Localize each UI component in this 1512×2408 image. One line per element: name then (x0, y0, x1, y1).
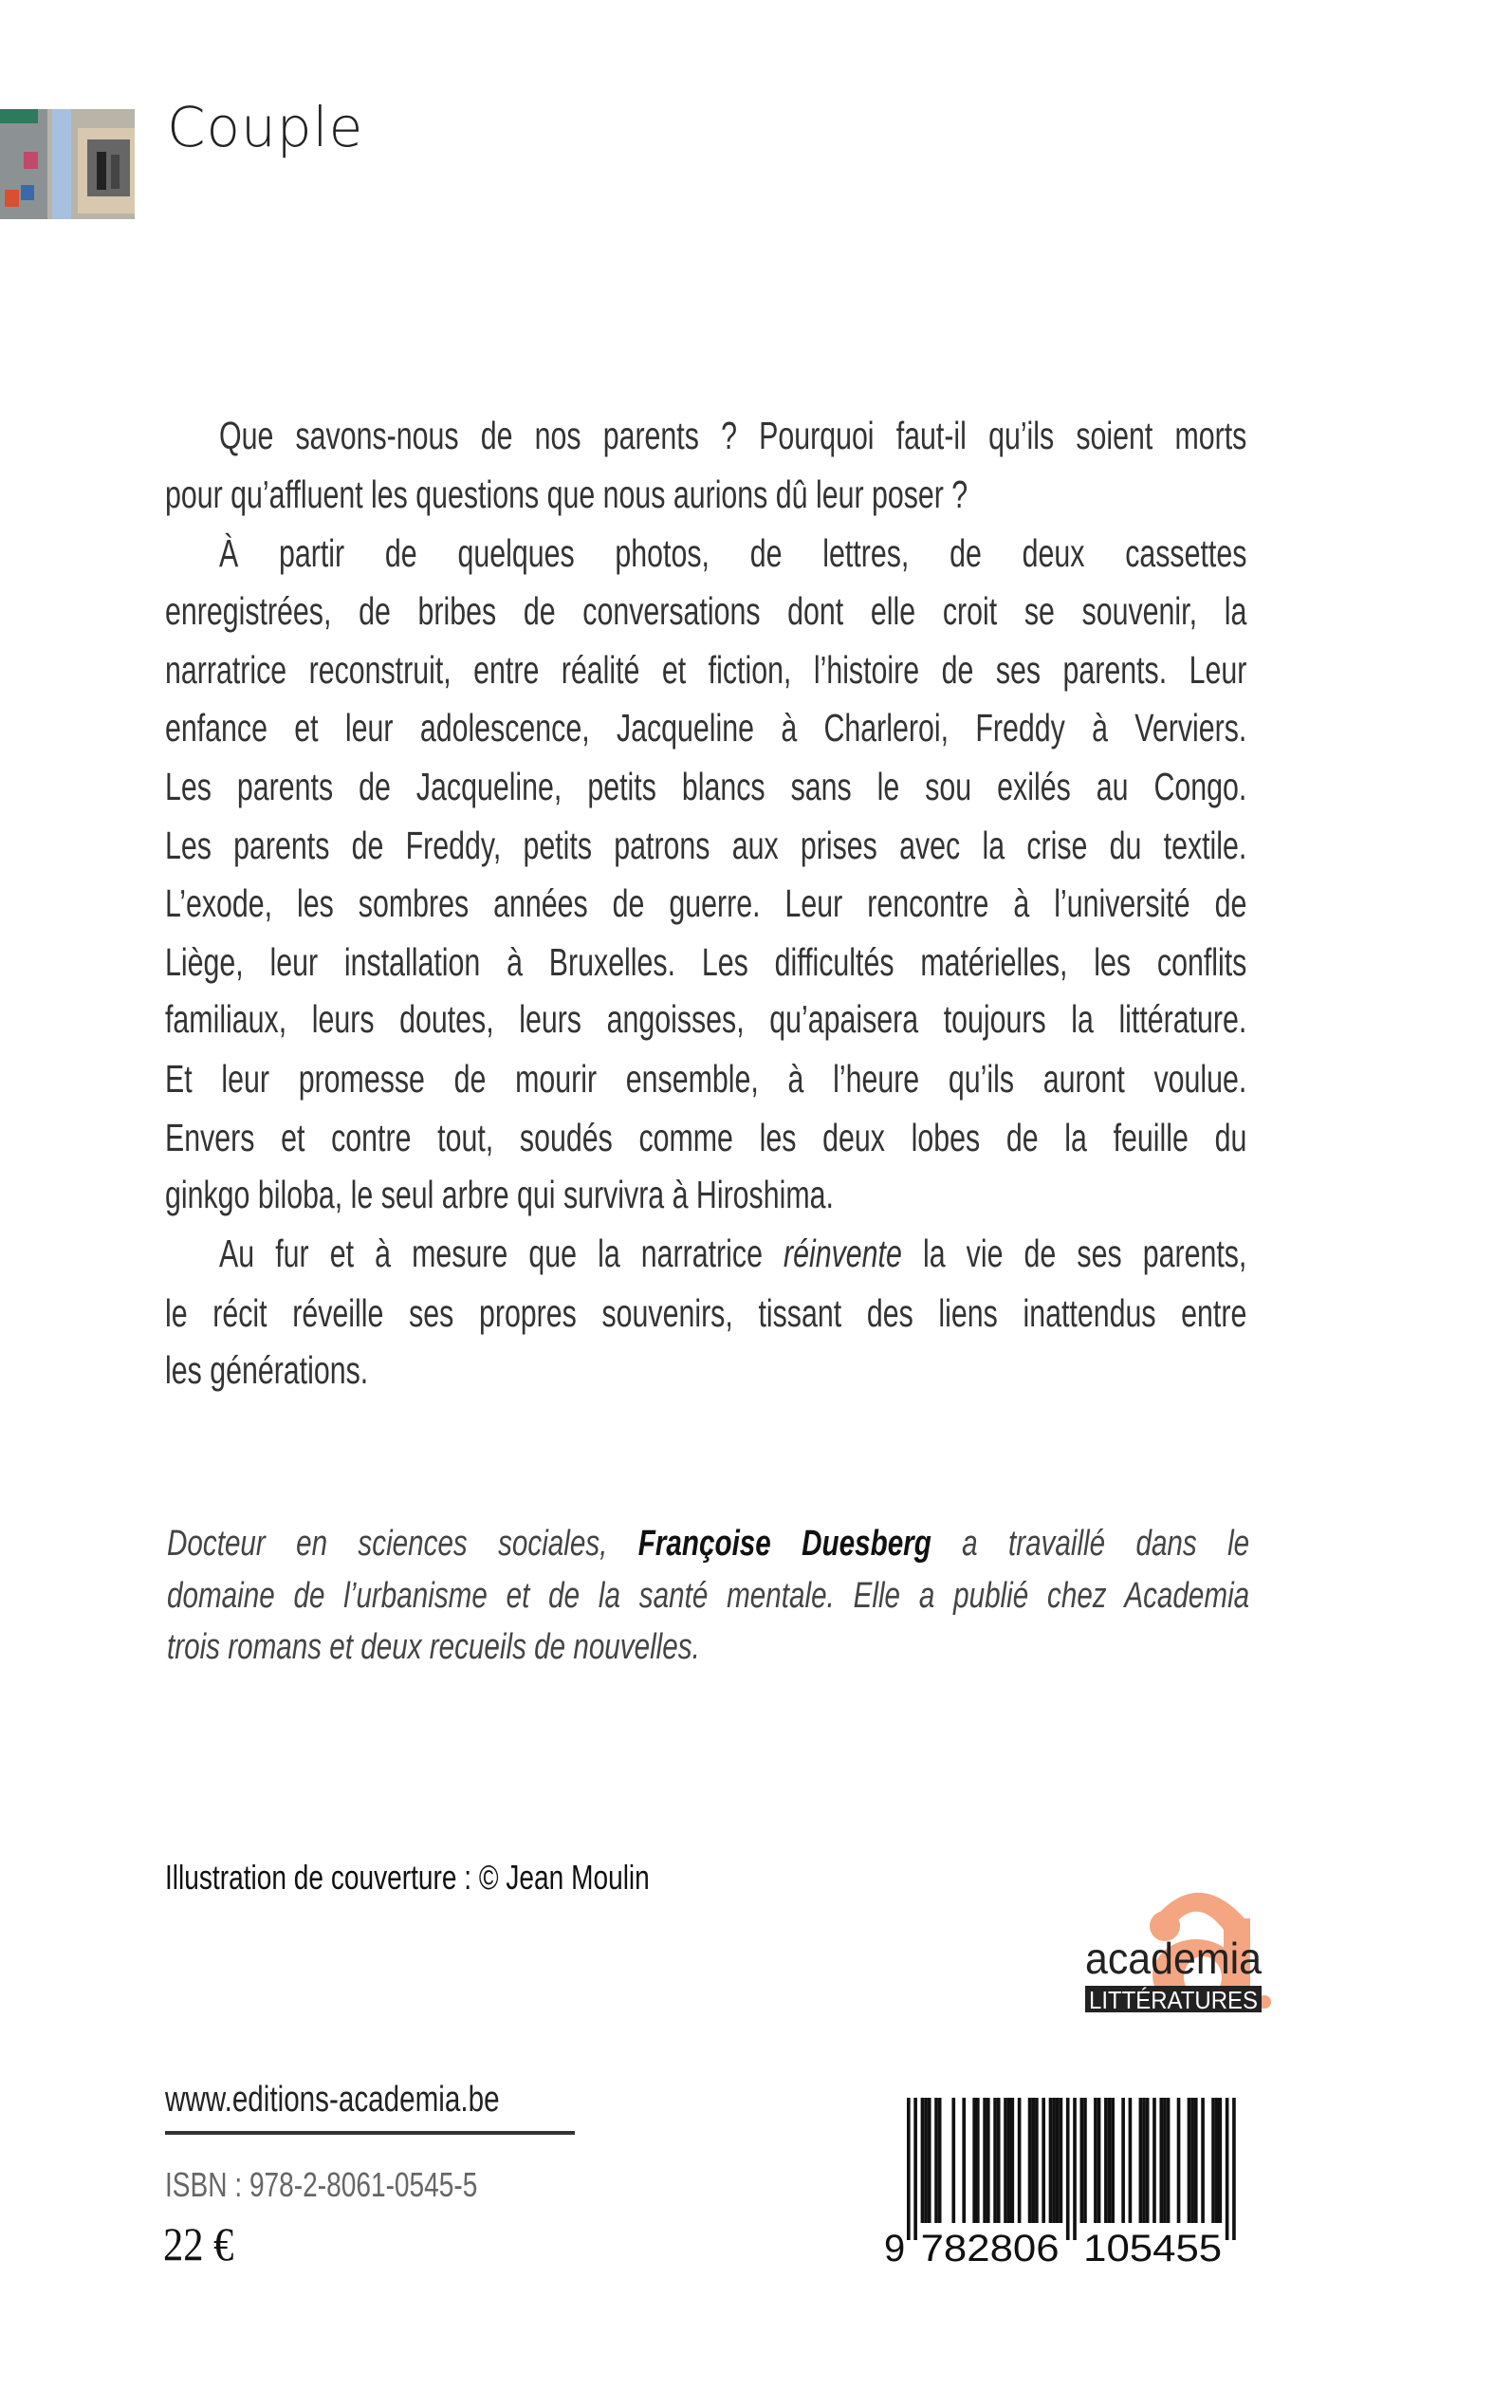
isbn: ISBN : 978-2-8061-0545-5 (165, 2165, 478, 2204)
barcode-bar (1167, 2098, 1171, 2223)
website-link[interactable]: www.editions-academia.be (165, 2080, 500, 2120)
summary-line: enregistrées, de bribes de conversations dont elle croit se souvenir, la (165, 589, 1247, 633)
barcode-bar (1201, 2098, 1205, 2223)
summary-text: Au fur et à mesure que la narratrice (219, 1232, 784, 1275)
barcode-bar (1080, 2098, 1084, 2223)
summary-line: pour qu’affluent les questions que nous aurions dû leur poser ? (165, 472, 968, 516)
barcode-bar (1066, 2098, 1070, 2240)
summary-line: L’exode, les sombres années de guerre. Leur rencontre à l’université de (165, 881, 1247, 925)
barcode-bar (1011, 2098, 1015, 2223)
bio-text: a travaillé dans le (931, 1524, 1250, 1564)
summary-line: Les parents de Freddy, petits patrons aux prises avec la crise du textile. (165, 824, 1247, 867)
barcode-bar (921, 2098, 925, 2223)
summary-line: Et leur promesse de mourir ensemble, à l’heure qu’ils auront voulue. (165, 1057, 1247, 1101)
barcode-bar (1177, 2098, 1181, 2223)
barcode-bar (1035, 2098, 1039, 2223)
barcode-bar (972, 2098, 976, 2223)
summary-line: À partir de quelques photos, de lettres, de deux cassettes (219, 531, 1247, 575)
barcode-bar (951, 2098, 955, 2223)
emphasis: réinvente (784, 1232, 902, 1275)
barcode-bar (1226, 2098, 1229, 2240)
barcode-bar (1083, 2098, 1087, 2223)
illustration-credit: Illustration de couverture : © Jean Moulin (165, 1858, 650, 1897)
barcode-bar (1073, 2098, 1077, 2240)
barcode-bar (1121, 2098, 1125, 2223)
summary-line: le récit réveille ses propres souvenirs, tissant des liens inattendus entre (165, 1291, 1247, 1335)
barcode-bar (1146, 2098, 1150, 2223)
barcode-bar (928, 2098, 931, 2223)
barcode-bar (997, 2098, 1001, 2223)
barcode-bar (934, 2098, 938, 2223)
summary-line (219, 1230, 1246, 1277)
bio-line: trois romans et deux recueils de nouvelles. (167, 1627, 700, 1667)
barcode-bar (1211, 2098, 1215, 2223)
barcode-bar (1152, 2098, 1156, 2223)
barcode-bar (1163, 2098, 1167, 2223)
barcode-digits: 782806 (920, 2228, 1060, 2269)
barcode-bar (1018, 2098, 1022, 2223)
barcode-bar (1111, 2098, 1115, 2223)
summary-line: narratrice reconstruit, entre réalité et fiction, l’histoire de ses parents. Leur (165, 648, 1247, 692)
summary-line: ginkgo biloba, le seul arbre qui survivra à Hiroshima. (165, 1173, 834, 1216)
bio-text: Docteur en sciences sociales, (167, 1524, 638, 1564)
barcode-bar (938, 2098, 942, 2223)
barcode-bar (986, 2098, 990, 2223)
barcode-bar (1142, 2098, 1146, 2223)
barcode-digits: 9 (884, 2228, 906, 2269)
barcode-bar (1129, 2098, 1133, 2223)
summary-line: familiaux, leurs doutes, leurs angoisses, qu’apaisera toujours la littérature. (165, 997, 1247, 1041)
barcode-bar (976, 2098, 980, 2223)
barcode-digits: 105455 (1083, 2228, 1223, 2269)
barcode-bar (1007, 2098, 1011, 2223)
summary-line: enfance et leur adolescence, Jacqueline à Charleroi, Freddy à Verviers. (165, 706, 1247, 750)
barcode-bar (1060, 2098, 1063, 2223)
barcode-bar (1139, 2098, 1143, 2223)
barcode-bar (1159, 2098, 1163, 2223)
barcode-bar (913, 2098, 917, 2240)
barcode-bar (1042, 2098, 1045, 2223)
barcode-bar (1049, 2098, 1053, 2223)
barcode-bar (983, 2098, 986, 2223)
publisher-logo (1081, 1860, 1271, 2021)
bio-line: domaine de l’urbanisme et de la santé mentale. Elle a publié chez Academia (167, 1576, 1250, 1616)
barcode-bar (1028, 2098, 1032, 2223)
barcode-bar (1188, 2098, 1191, 2223)
barcode-bar (1108, 2098, 1112, 2223)
barcode-bar (1194, 2098, 1198, 2223)
barcode-bar (1215, 2098, 1219, 2223)
cover-thumbnail (0, 109, 135, 219)
barcode-bar (1056, 2098, 1060, 2223)
book-title: Couple (167, 95, 364, 159)
summary-line: Les parents de Jacqueline, petits blancs sans le sou exilés au Congo. (165, 765, 1247, 808)
barcode-bar (1104, 2098, 1108, 2223)
barcode-bar (1190, 2098, 1194, 2223)
barcode-bar (1004, 2098, 1007, 2223)
divider (165, 2131, 575, 2135)
barcode-bar (1097, 2098, 1101, 2223)
author-name: Françoise Duesberg (637, 1524, 931, 1564)
barcode-bar (1052, 2098, 1056, 2223)
barcode-bar (993, 2098, 997, 2223)
barcode-bar (924, 2098, 928, 2223)
barcode-bar (1232, 2098, 1236, 2240)
collection-name: LITTÉRATURES (1089, 1986, 1258, 2014)
bio-line (167, 1522, 1249, 1565)
summary-line: les générations. (165, 1348, 369, 1392)
barcode-bar (1094, 2098, 1097, 2223)
barcode-bar (1031, 2098, 1035, 2223)
summary-line: Que savons-nous de nos parents ? Pourquoi faut-il qu’ils soient morts (219, 414, 1247, 457)
barcode-bar (907, 2098, 911, 2240)
barcode-bar (1219, 2098, 1223, 2223)
barcode (882, 2092, 1262, 2272)
summary-text: la vie de ses parents, (901, 1232, 1247, 1275)
summary-line: Envers et contre tout, soudés comme les deux lobes de la feuille du (165, 1116, 1247, 1159)
publisher-name: academia (1085, 1934, 1263, 1983)
summary-line: Liège, leur installation à Bruxelles. Les difficultés matérielles, les conflits (165, 940, 1247, 984)
price: 22 € (163, 2217, 234, 2270)
barcode-bar (962, 2098, 966, 2223)
